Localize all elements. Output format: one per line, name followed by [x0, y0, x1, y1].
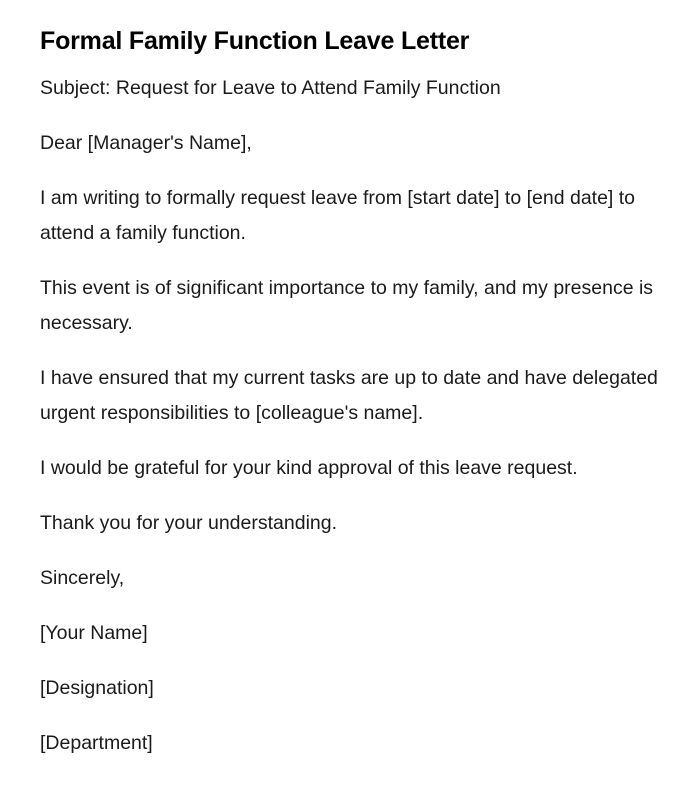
signature-department: [Department] [40, 732, 153, 754]
letter-salutation: Dear [Manager's Name], [40, 132, 252, 154]
letter-closing: Sincerely, [40, 567, 125, 589]
signature-name: [Your Name] [40, 622, 148, 644]
letter-paragraph-handover: I have ensured that my current tasks are up to date and have delegated urgent responsibilities to [colleague's name]. [40, 367, 658, 424]
letter-paragraph-thanks: Thank you for your understanding. [40, 512, 338, 534]
letter-title: Formal Family Function Leave Letter [40, 27, 470, 55]
letter-paragraph-approval: I would be grateful for your kind approval of this leave request. [40, 457, 578, 479]
letter-paragraph-importance: This event is of significant importance to my family, and my presence is necessary. [40, 277, 654, 334]
signature-designation: [Designation] [40, 677, 154, 699]
letter-paragraph-request: I am writing to formally request leave from [start date] to [end date] to attend a family function. [40, 187, 636, 244]
letter-subject: Subject: Request for Leave to Attend Family Function [40, 77, 501, 99]
